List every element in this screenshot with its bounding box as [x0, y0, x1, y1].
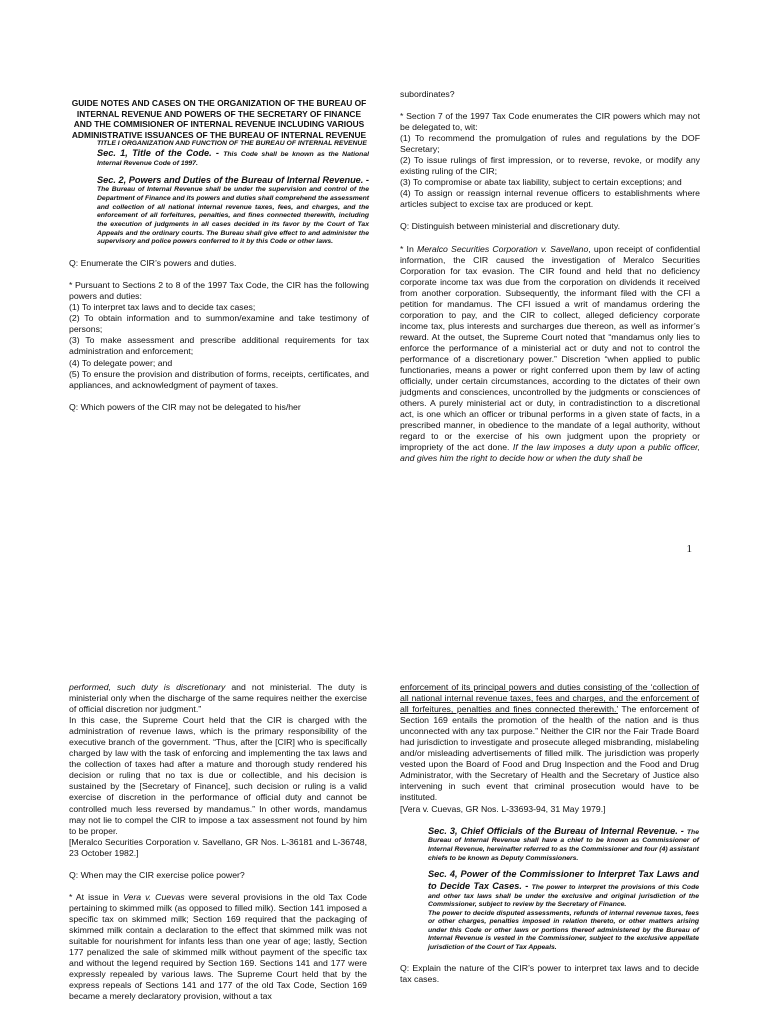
- question-2: Q: Which powers of the CIR may not be delegated to his/her: [69, 401, 301, 412]
- sec2-body: The Bureau of Internal Revenue shall be under the supervision and control of the Department of Finance and its powers and duties shall comprehend the assessment and collection of all national internal revenue taxes, fees, and charges, and the enforcement of all forfeitures, penalties, and fines connected therewith, including the execution of judgments in all cases decided in its favor by the Court of Tax Appeals and the ordinary courts. The Bureau shall give effect to and administer the supervisory and police powers conferred to it by this Code or other laws.: [97, 186, 369, 246]
- question-2-continued: subordinates?: [400, 89, 455, 99]
- sec4-body-2: The power to decide disputed assessments, refunds of internal revenue taxes, fees or other charges, penalties imposed in relation thereto, or other matters arising under this Code or other laws or portions thereof administered by the Bureau of Internal Revenue is vested in the Commissioner, subject to the exclusive appellate jurisdiction of the Court of Tax Appeals.: [428, 909, 699, 951]
- sec2-title: Sec. 2, Powers and Duties of the Bureau of Internal Revenue. -: [97, 174, 369, 185]
- answer-1-item: (2) To obtain information and to summon/examine and take testimony of persons;: [69, 313, 369, 335]
- question-5: Q: Explain the nature of the CIR’s power to interpret tax laws and to decide tax cases.: [400, 963, 699, 985]
- answer-1-item: (1) To interpret tax laws and to decide tax cases;: [69, 302, 256, 313]
- sec1-title: Sec. 1, Title of the Code. -: [97, 148, 224, 159]
- answer-2-intro: * Section 7 of the 1997 Tax Code enumerates the CIR powers which may not be delegated to, wit:: [400, 111, 700, 133]
- answer-2-item: (3) To compromise or abate tax liability, subject to certain exceptions; and: [400, 177, 682, 188]
- page1-left-column: [69, 98, 369, 413]
- italic-quote: If the law imposes a duty upon a public officer, and gives him the right to decide how or when the duty shall be: [400, 442, 700, 464]
- document-title: GUIDE NOTES AND CASES ON THE ORGANIZATION OF THE BUREAU OF INTERNAL REVENUE AND POWERS OF THE SECRETARY OF FINANCE AND THE COMMISIONER OF INTERNAL REVENUE INCLUDING VARIOUS ADMINISTRATIVE ISSUANCES OF THE BUREAU OF INTERNAL REVENUE: [71, 98, 367, 140]
- case-name: Meralco Securities Corporation v. Savellano: [416, 243, 589, 254]
- answer-1-item: (4) To delegate power; and: [69, 357, 173, 368]
- page-number: 1: [686, 543, 692, 555]
- citation: [Vera v. Cuevas, GR Nos. L-33693-94, 31 May 1979.]: [400, 803, 606, 814]
- citation: [Meralco Securities Corporation v. Savellano, GR Nos. L-36181 and L-36748, 23 October 1982.]: [69, 836, 367, 858]
- answer-2-item: (4) To assign or reassign internal revenue officers to establishments where articles subject to excise tax are produced or kept.: [400, 188, 700, 210]
- page2-right-column: [400, 682, 699, 985]
- answer-2-item: (2) To issue rulings of first impression, or to reverse, revoke, or modify any existing ruling of the CIR;: [400, 155, 700, 177]
- question-3: Q: Distinguish between ministerial and discretionary duty.: [400, 221, 621, 232]
- question-1: Q: Enumerate the CIR’s powers and duties.: [69, 258, 237, 269]
- sec1-body: This Code shall be known as the National Internal Revenue Code of 1997.: [97, 151, 369, 168]
- page1-right-column: [400, 89, 700, 464]
- case-name: Vera v. Cuevas: [123, 891, 185, 902]
- answer-1-item: (3) To make assessment and prescribe additional requirements for tax administration and enforcement;: [69, 335, 369, 357]
- holding-paragraph: In this case, the Supreme Court held that the CIR is charged with the administration of revenue laws, which is the primary responsibility of the executive branch of the government. “Thus, after the [CIR] who is specifically charged by law with the task of enforcing and implementing the tax laws and the collection of taxes had after a mature and thorough study rendered his decision or ruling that no tax is due or collectible, and his decision is sustained by the [Secretary of Finance], such decision or ruling is a valid exercise of discretion in the performance of official duty and cannot be controlled much less reversed by mandamus.” In other words, mandamus may not lie to compel the CIR to impose a tax assessment not found by him to be proper.: [69, 715, 367, 836]
- sec4-title: Sec. 4, Power of the Commissioner to Interpret Tax Laws and to Decide Tax Cases. -: [428, 869, 699, 891]
- answer-1-item: (5) To ensure the provision and distribution of forms, receipts, certificates, and appliances, and acknowledgment of payment of taxes.: [69, 368, 369, 390]
- title-i-heading: TITLE I ORGANIZATION AND FUNCTION OF THE BUREAU OF INTERNAL REVENUE: [97, 140, 367, 147]
- question-4: Q: When may the CIR exercise police power?: [69, 869, 245, 880]
- answer-4: * At issue in Vera v. Cuevas were several provisions in the old Tax Code pertaining to skimmed milk (as opposed to filled milk). Section 141 imposed a specific tax on skimmed milk; Section 169 required that the packaging of skimmed milk contain a declaration to the effect that skimmed milk was not suitable for nourishment for infants less than one year of age; lastly, Section 177 penalized the sale of skimmed milk without payment of the specific tax and without the legend required by Section 169. Sections 141 and 177 were expressly repealed by various laws. The Supreme Court held that by the express repeals of Sections 141 and 177 of the old Tax Code, Section 169 became a merely declaratory provision, without a tax: [69, 891, 367, 1002]
- answer-4-continued: enforcement of its principal powers and duties consisting of the ‘collection of all national internal revenue taxes, fees and charges, and the enforcement of all forfeitures, penalties and fines connected therewith.’ The enforcement of Section 169 entails the promotion of the health of the nation and is thus unconnected with any tax purpose.” Neither the CIR nor the Fair Trade Board had jurisdiction to investigate and prosecute alleged misbranding, mislabeling and/or misleading advertisements of filled milk. The jurisdiction was properly vested upon the Board of Food and Drug Inspection and the Food and Drug Administrator, with the Secretary of Health and the Secretary of Justice also intervening in such event that criminal prosecution would have to be instituted.: [400, 682, 699, 803]
- answer-3-continued: performed, such duty is discretionary and not ministerial. The duty is ministerial only when the discharge of the same requires neither the exercise of official discretion nor judgment.”: [69, 682, 367, 715]
- sec3-block: [428, 826, 699, 952]
- sec3-body: The Bureau of Internal Revenue shall have a chief to be known as Commissioner of Internal Revenue, hereinafter referred to as the Commissioner and four (4) assistant chiefs to be known as Deputy Commissioners.: [428, 828, 699, 862]
- sec4-body: The power to interpret the provisions of this Code and other tax laws shall be under the exclusive and original jurisdiction of the Commissioner, subject to review by the Secretary of Finance.: [428, 883, 699, 909]
- title-i-block: [97, 140, 369, 247]
- sec3-title: Sec. 3, Chief Officials of the Bureau of Internal Revenue. -: [428, 825, 687, 836]
- answer-1-intro: * Pursuant to Sections 2 to 8 of the 1997 Tax Code, the CIR has the following powers and duties:: [69, 280, 369, 302]
- answer-2-item: (1) To recommend the promulgation of rules and regulations by the DOF Secretary;: [400, 133, 700, 155]
- answer-3: * In Meralco Securities Corporation v. Savellano, upon receipt of confidential information, the CIR caused the investigation of Meralco Securities Corporation for tax evasion. The CIR found and held that no deficiency corporate income tax was due from the corporation on dividends it received from another corporation. Subsequently, the informant filed with the CFI a petition for mandamus. The CFI issued a writ of mandamus ordering the corporation to pay, and the CIR to collect, alleged deficiency corporate income tax, plus interests and surcharges due thereon, as well as informer’s reward. At the outset, the Supreme Court noted that “mandamus only lies to enforce the performance of a ministerial act or duty and not to control the performance of a discretionary power.” Discretion “when applied to public functionaries, means a power or right conferred upon them by law of acting officially, under certain circumstances, according to the dictates of their own judgments and consciences, uncontrolled by the judgments or consciences of others. A purely ministerial act or duty, in contradistinction to a discretional act, is one which an officer or tribunal performs in a given state of facts, in a prescribed manner, in obedience to the mandate of a legal authority, without regard to or the exercise of his own judgment upon the propriety or impropriety of the act done. If the law imposes a duty upon a public officer, and gives him the right to decide how or when the duty shall be: [400, 243, 700, 464]
- page2-left-column: [69, 682, 367, 1002]
